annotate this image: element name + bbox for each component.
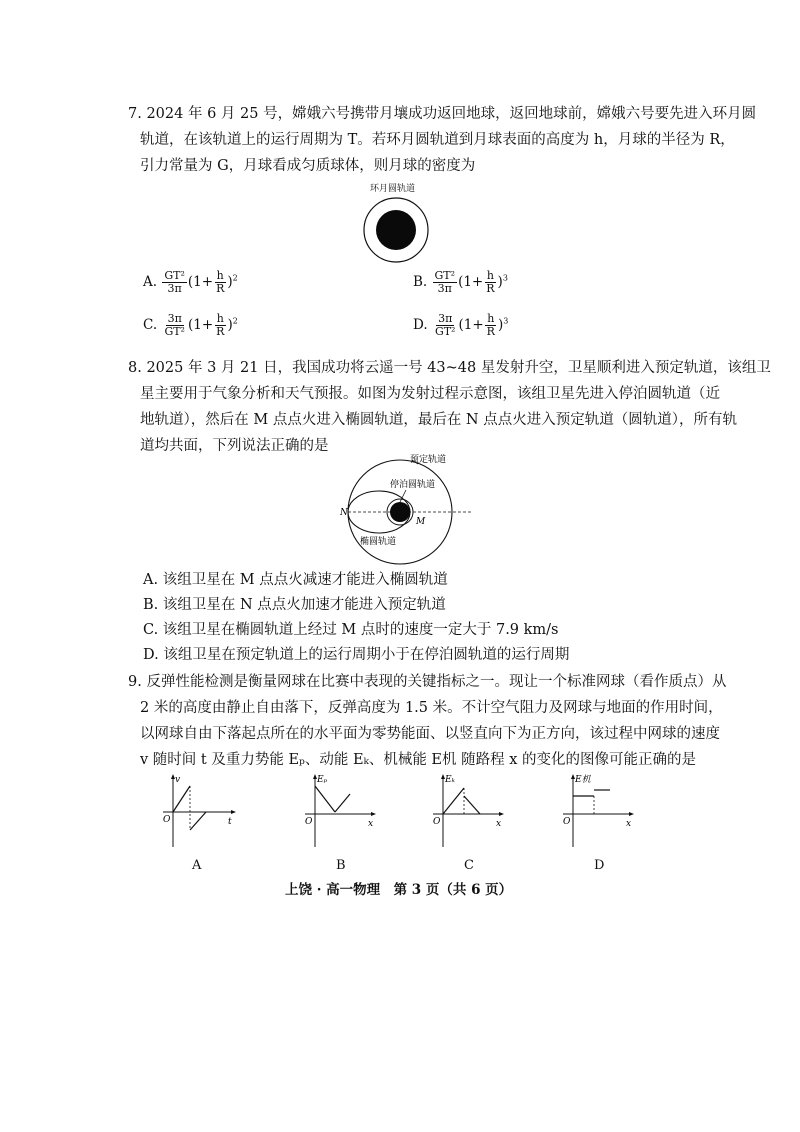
svg-text:E机: E机 (575, 775, 591, 785)
q9-stem-line3: 以网球自由下落起点所在的水平面为零势能面、以竖直向下为正方向，该过程中网球的速度 (140, 726, 720, 742)
graph-a-fall-line (173, 786, 190, 812)
graph-b-caption: B (336, 858, 346, 873)
q8-orbit-figure (338, 452, 478, 570)
point-m-label: M (416, 517, 426, 527)
point-n-label: N (340, 508, 348, 518)
svg-text:x: x (496, 819, 502, 829)
q7-option-c[interactable]: C. $\frac{3\pi}{\text{GT²}}$ (1+ $\frac{h}{R}$ )$^2$ (143, 312, 238, 338)
q8-option-c[interactable]: C. 该组卫星在椭圆轨道上经过 M 点时的速度一定大于 7.9 km/s (143, 622, 559, 638)
q7-option-b[interactable]: B. $\frac{\text{GT²}}{3\pi}$ (1+ $\frac{h}{R}$ )$^3$ (413, 269, 508, 295)
q8-stem-line2: 星主要用于气象分析和天气预报。如图为发射过程示意图，该组卫星先进入停泊圆轨道（近 (140, 386, 720, 402)
q9-stem-line4: v 随时间 t 及重力势能 Eₚ、动能 Eₖ、机械能 E机 随路程 x 的变化的图像可能正确的是 (140, 752, 697, 768)
q7-stem-line2: 轨道，在该轨道上的运行周期为 T。若环月圆轨道到月球表面的高度为 h，月球的半径为 R， (140, 132, 735, 148)
label-elliptical-orbit: 椭圆轨道 (360, 537, 397, 547)
moon-disk (376, 210, 416, 250)
page-footer: 上饶 · 高一物理 第 3 页（共 6 页） (285, 882, 513, 898)
svg-text:x: x (368, 819, 374, 829)
svg-text:v: v (175, 775, 181, 785)
label-parking-orbit: 停泊圆轨道 (390, 480, 436, 490)
svg-text:t: t (228, 817, 232, 827)
q7-stem-line3: 引力常量为 G，月球看成匀质球体，则月球的密度为 (140, 158, 476, 174)
q8-option-d[interactable]: D. 该组卫星在预定轨道上的运行周期小于在停泊圆轨道的运行周期 (143, 647, 570, 663)
q7-option-a[interactable]: A. $\frac{\text{GT²}}{3\pi}$ (1+ $\frac{h}{R}$ )$^2$ (143, 269, 238, 295)
graph-d-caption: D (594, 858, 605, 873)
graph-a-rise-line (190, 812, 206, 830)
svg-text:O: O (563, 817, 571, 827)
graph-b[interactable] (300, 772, 380, 852)
q8-stem-line4: 道均共面，下列说法正确的是 (140, 438, 329, 454)
svg-text:O: O (163, 815, 171, 825)
label-target-orbit: 预定轨道 (410, 455, 447, 465)
svg-text:x: x (626, 819, 632, 829)
graph-c-caption: C (464, 858, 474, 873)
q8-stem-line3: 地轨道），然后在 M 点点火进入椭圆轨道，最后在 N 点点火进入预定轨道（圆轨道），所有轨 (140, 412, 737, 428)
svg-text:Eₖ: Eₖ (445, 775, 455, 785)
graph-d[interactable] (558, 772, 638, 852)
q8-option-b[interactable]: B. 该组卫星在 N 点点火加速才能进入预定轨道 (143, 597, 446, 613)
svg-text:O: O (433, 817, 441, 827)
svg-text:O: O (305, 817, 313, 827)
graph-a-caption: A (192, 858, 202, 873)
q8-stem-line1: 8. 2025 年 3 月 21 日，我国成功将云遥一号 43~48 星发射升空，卫星顺利进入预定轨道，该组卫 (128, 360, 771, 376)
graph-a[interactable] (158, 772, 238, 852)
q7-orbit-figure (352, 192, 440, 272)
q9-stem-line2: 2 米的高度由静止自由落下，反弹高度为 1.5 米。不计空气阻力及网球与地面的作用时间， (140, 700, 723, 716)
q8-option-a[interactable]: A. 该组卫星在 M 点点火减速才能进入椭圆轨道 (143, 572, 448, 588)
svg-text:Eₚ: Eₚ (317, 775, 328, 785)
graph-c[interactable] (428, 772, 508, 852)
q9-stem-line1: 9. 反弹性能检测是衡量网球在比赛中表现的关键指标之一。现让一个标准网球（看作质点）从 (128, 674, 727, 690)
q7-figure-label: 环月圆轨道 (370, 184, 416, 194)
q7-option-d[interactable]: D. $\frac{3\pi}{\text{GT²}}$ (1+ $\frac{h}{R}$ )$^3$ (413, 312, 509, 338)
q7-stem-line1: 7. 2024 年 6 月 25 号，嫦娥六号携带月壤成功返回地球，返回地球前，嫦娥六号要先进入环月圆 (128, 106, 757, 122)
